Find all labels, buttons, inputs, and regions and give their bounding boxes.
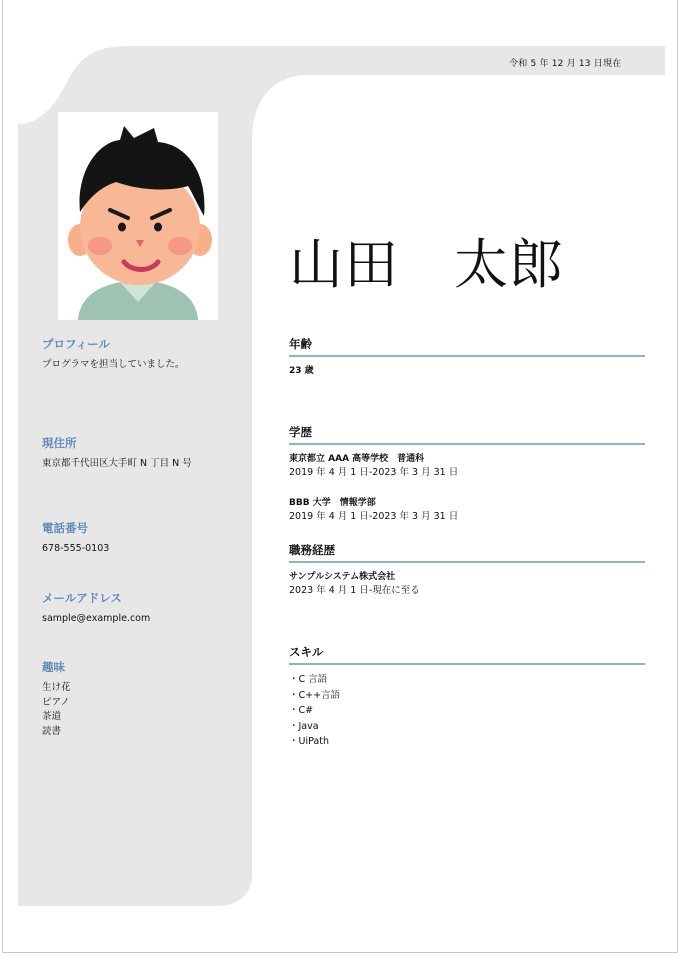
education-entry-title: 東京都立 AAA 高等学校 普通科 [289, 454, 425, 464]
address-text: 東京都千代田区大手町 N 丁目 N 号 [42, 458, 192, 469]
list-item: ・Java [289, 720, 319, 732]
hobbies-heading: 趣味 [42, 660, 65, 674]
career-heading: 職務経歴 [289, 542, 645, 563]
education-heading: 学歴 [289, 424, 645, 445]
email-text: sample@example.com [42, 613, 151, 624]
profile-text: プログラマを担当していました。 [42, 359, 185, 370]
education-entry-period: 2019 年 4 月 1 日-2023 年 3 月 31 日 [289, 467, 459, 478]
age-heading: 年齢 [289, 336, 645, 357]
list-item: ・UiPath [289, 736, 329, 747]
phone-text: 678-555-0103 [42, 543, 110, 554]
skills-heading: スキル [289, 644, 645, 665]
career-entry-period: 2023 年 4 月 1 日-現在に至る [289, 585, 420, 596]
resume-page [2, 0, 678, 953]
document-date: 令和 5 年 12 月 13 日現在 [509, 59, 622, 69]
list-item: ・C++言語 [289, 689, 341, 701]
education-entry [287, 452, 645, 480]
phone-heading: 電話番号 [42, 521, 88, 535]
person-name: 山田 太郎 [289, 233, 564, 296]
skills-list [289, 672, 645, 750]
age-value: 23 歳 [289, 366, 314, 376]
address-heading: 現住所 [42, 436, 77, 450]
email-heading: メールアドレス [42, 591, 122, 605]
profile-heading: プロフィール [42, 337, 110, 351]
education-section [287, 424, 645, 540]
profile-section [42, 336, 242, 373]
age-section [287, 336, 645, 378]
education-entry-period: 2019 年 4 月 1 日-2023 年 3 月 31 日 [289, 511, 459, 522]
list-item: 茶道 [42, 711, 62, 722]
list-item: 生け花 [42, 682, 71, 693]
career-entry [287, 570, 645, 598]
career-entry-title: サンプルシステム株式会社 [289, 572, 396, 582]
avatar [58, 112, 218, 320]
address-section [42, 435, 242, 472]
skills-section [287, 644, 645, 750]
list-item: ・C 言語 [289, 674, 328, 685]
career-section [287, 542, 645, 614]
hobbies-list [42, 681, 242, 739]
hobbies-section [42, 659, 242, 739]
phone-section [42, 520, 242, 557]
education-entry [287, 496, 645, 524]
list-item: ・C# [289, 705, 314, 716]
list-item: ピアノ [42, 696, 70, 708]
education-entry-title: BBB 大学 情報学部 [289, 498, 376, 508]
list-item: 読書 [42, 725, 62, 737]
email-section [42, 590, 242, 627]
